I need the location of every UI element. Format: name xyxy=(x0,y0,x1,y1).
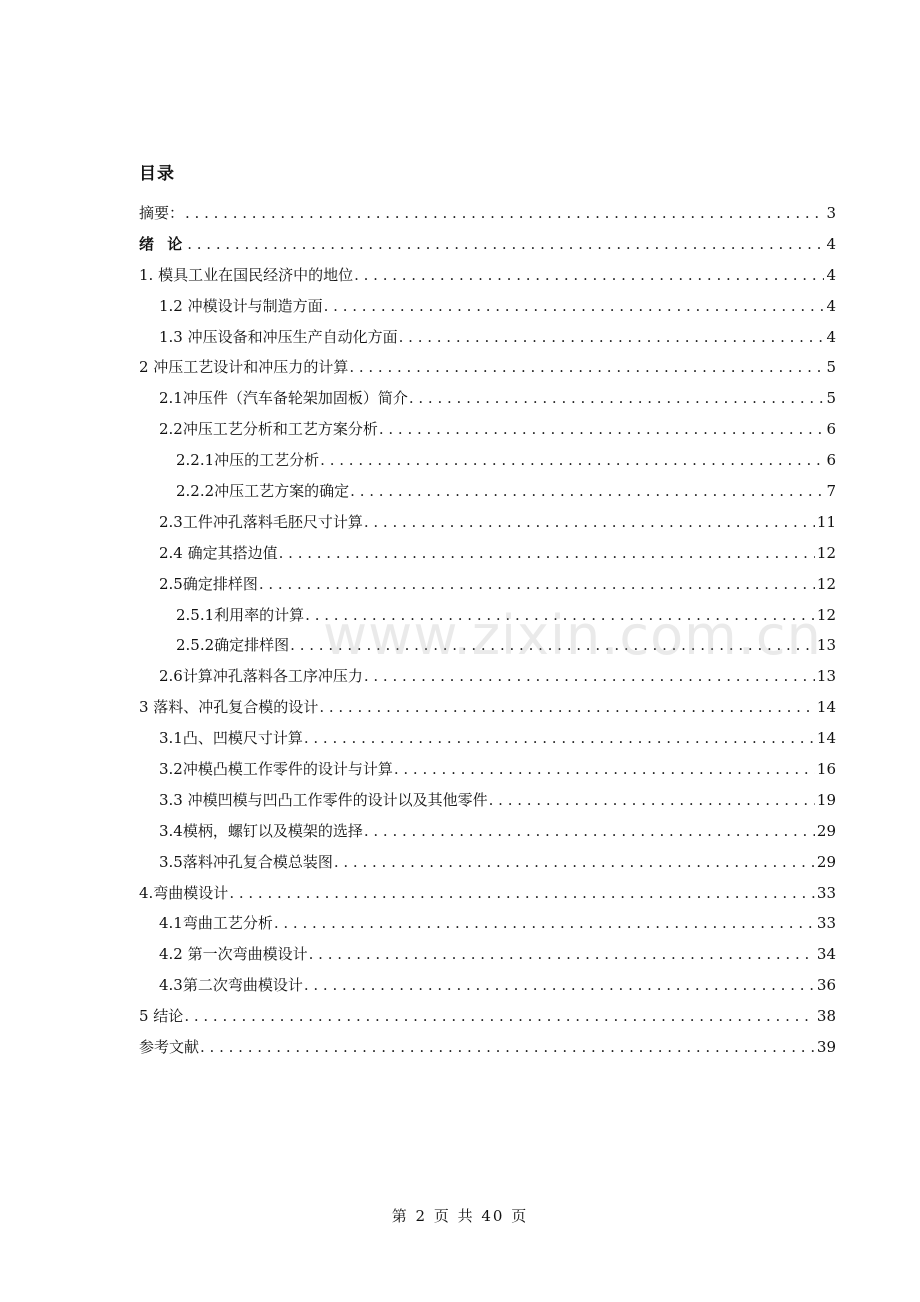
toc-entry-page-number: 34 xyxy=(816,945,836,964)
toc-entry-label: 2 冲压工艺设计和冲压力的计算 xyxy=(139,358,349,377)
dot-leader xyxy=(394,760,815,778)
dot-leader xyxy=(279,544,815,562)
toc-entry-label: 2.3工件冲孔落料毛胚尺寸计算 xyxy=(159,512,363,531)
toc-entry-label: 3.5落料冲孔复合模总装图 xyxy=(159,852,333,871)
toc-entry-label: 4.2 第一次弯曲模设计 xyxy=(159,945,308,964)
dot-leader xyxy=(364,513,815,531)
toc-entry[interactable] xyxy=(139,418,836,449)
toc-entry[interactable] xyxy=(139,912,836,943)
toc-entry[interactable] xyxy=(139,233,836,264)
toc-entry[interactable] xyxy=(139,665,836,696)
toc-entry-label: 摘要： xyxy=(139,204,185,222)
toc-entry-page-number: 3 xyxy=(826,204,836,222)
toc-entry[interactable] xyxy=(139,573,836,604)
toc-entry[interactable] xyxy=(139,511,836,542)
dot-leader xyxy=(324,297,825,315)
toc-entry-page-number: 13 xyxy=(816,636,836,655)
dot-leader xyxy=(399,328,825,346)
toc-entry-label: 2.4 确定其搭边值 xyxy=(159,543,278,562)
toc-entry-page-number: 5 xyxy=(826,389,836,408)
dot-leader xyxy=(364,667,815,685)
dot-leader xyxy=(320,451,824,469)
toc-entry[interactable] xyxy=(139,604,836,635)
toc-entry-label: 1.3 冲压设备和冲压生产自动化方面 xyxy=(159,327,398,346)
toc-entry-label: 4.3第二次弯曲模设计 xyxy=(159,976,303,995)
toc-entry[interactable] xyxy=(139,851,836,882)
toc-entry-label: 5 结论 xyxy=(139,1007,184,1026)
dot-leader xyxy=(259,575,815,593)
toc-entry[interactable] xyxy=(139,974,836,1005)
dot-leader xyxy=(200,1038,815,1056)
toc-entry-page-number: 39 xyxy=(816,1038,836,1057)
toc-entry-label: 参考文献 xyxy=(139,1038,200,1057)
toc-entry-page-number: 12 xyxy=(816,574,836,593)
toc-entry[interactable] xyxy=(139,387,836,418)
toc-entry-page-number: 4 xyxy=(826,234,836,253)
toc-entry-page-number: 29 xyxy=(816,852,836,871)
dot-leader xyxy=(364,822,815,840)
dot-leader xyxy=(304,976,815,994)
toc-entry-page-number: 12 xyxy=(816,543,836,562)
dot-leader xyxy=(409,389,825,407)
dot-leader xyxy=(319,698,815,716)
dot-leader xyxy=(305,606,815,624)
toc-entry-page-number: 38 xyxy=(816,1007,836,1026)
dot-leader xyxy=(184,1007,815,1025)
dot-leader xyxy=(290,636,815,654)
toc-entry-page-number: 4 xyxy=(826,296,836,315)
toc-entry-page-number: 7 xyxy=(826,482,836,501)
toc-entry-page-number: 4 xyxy=(826,265,836,284)
toc-entry-page-number: 12 xyxy=(816,605,836,624)
toc-entry[interactable] xyxy=(139,1005,836,1036)
dot-leader xyxy=(350,482,824,500)
toc-entry-label: 1.2 冲模设计与制造方面 xyxy=(159,296,323,315)
toc-entry[interactable] xyxy=(139,356,836,387)
dot-leader xyxy=(489,791,815,809)
toc-entry[interactable] xyxy=(139,943,836,974)
toc-entry[interactable] xyxy=(139,696,836,727)
toc-entry[interactable] xyxy=(139,634,836,665)
toc-entry[interactable] xyxy=(139,882,836,913)
toc-entry-page-number: 14 xyxy=(816,698,836,717)
toc-entry-label: 2.5.1利用率的计算 xyxy=(176,605,305,624)
toc-entry[interactable] xyxy=(139,326,836,357)
toc-entry-label: 2.2.2冲压工艺方案的确定 xyxy=(176,482,350,501)
toc-entry-label: 3 落料、冲孔复合模的设计 xyxy=(139,698,319,717)
toc-entry-label: 2.2.1冲压的工艺分析 xyxy=(176,451,320,470)
toc-entry[interactable] xyxy=(139,820,836,851)
toc-entry-page-number: 6 xyxy=(826,420,836,439)
toc-entry-page-number: 4 xyxy=(826,327,836,346)
dot-leader xyxy=(309,945,815,963)
dot-leader xyxy=(334,853,815,871)
toc-entry[interactable] xyxy=(139,264,836,295)
toc-entry[interactable] xyxy=(139,1036,836,1067)
toc-entry-page-number: 36 xyxy=(816,976,836,995)
toc-entry[interactable] xyxy=(139,542,836,573)
toc-entry-label: 2.6计算冲孔落料各工序冲压力 xyxy=(159,667,363,686)
toc-entry-page-number: 19 xyxy=(816,790,836,809)
toc-heading: 目录 xyxy=(139,164,175,184)
watermark: www.zixin.com.cn xyxy=(323,604,822,667)
toc-entry-page-number: 14 xyxy=(816,729,836,748)
dot-leader xyxy=(349,358,824,376)
toc-entry-label: 3.4模柄，螺钉以及模架的选择 xyxy=(159,821,363,840)
toc-entry-label: 2.5确定排样图 xyxy=(159,574,258,593)
toc-entry-label: 2.1冲压件（汽车备轮架加固板）简介 xyxy=(159,389,408,408)
toc-entry[interactable] xyxy=(139,480,836,511)
toc-entry-label: 3.1凸、凹模尺寸计算 xyxy=(159,729,303,748)
toc-entry[interactable] xyxy=(139,449,836,480)
toc-entry-label: 3.3 冲模凹模与凹凸工作零件的设计以及其他零件 xyxy=(159,790,488,809)
toc-entry-page-number: 29 xyxy=(816,821,836,840)
table-of-contents xyxy=(139,202,836,1067)
toc-entry[interactable] xyxy=(139,202,836,233)
toc-entry-page-number: 11 xyxy=(816,512,836,531)
dot-leader xyxy=(229,884,815,902)
toc-entry-label: 4.1弯曲工艺分析 xyxy=(159,914,273,933)
dot-leader xyxy=(185,204,824,222)
toc-entry-page-number: 33 xyxy=(816,883,836,902)
toc-entry-page-number: 5 xyxy=(826,358,836,377)
toc-entry[interactable] xyxy=(139,789,836,820)
dot-leader xyxy=(274,914,815,932)
toc-entry-label: 4.弯曲模设计 xyxy=(139,883,229,902)
toc-entry[interactable] xyxy=(139,727,836,758)
dot-leader xyxy=(304,729,815,747)
toc-entry-page-number: 13 xyxy=(816,667,836,686)
toc-entry-label: 3.2冲模凸模工作零件的设计与计算 xyxy=(159,760,393,779)
page-footer: 第 2 页 共 40 页 xyxy=(391,1207,529,1225)
dot-leader xyxy=(354,266,824,284)
toc-entry-page-number: 33 xyxy=(816,914,836,933)
toc-entry[interactable] xyxy=(139,758,836,789)
dot-leader xyxy=(187,235,824,253)
toc-entry-label: 绪 论 xyxy=(139,234,187,253)
dot-leader xyxy=(379,420,825,438)
toc-entry-label: 2.2冲压工艺分析和工艺方案分析 xyxy=(159,420,378,439)
toc-entry[interactable] xyxy=(139,295,836,326)
toc-entry-label: 1. 模具工业在国民经济中的地位 xyxy=(139,265,354,284)
toc-entry-label: 2.5.2确定排样图 xyxy=(176,636,290,655)
toc-entry-page-number: 16 xyxy=(816,760,836,779)
toc-entry-page-number: 6 xyxy=(826,451,836,470)
